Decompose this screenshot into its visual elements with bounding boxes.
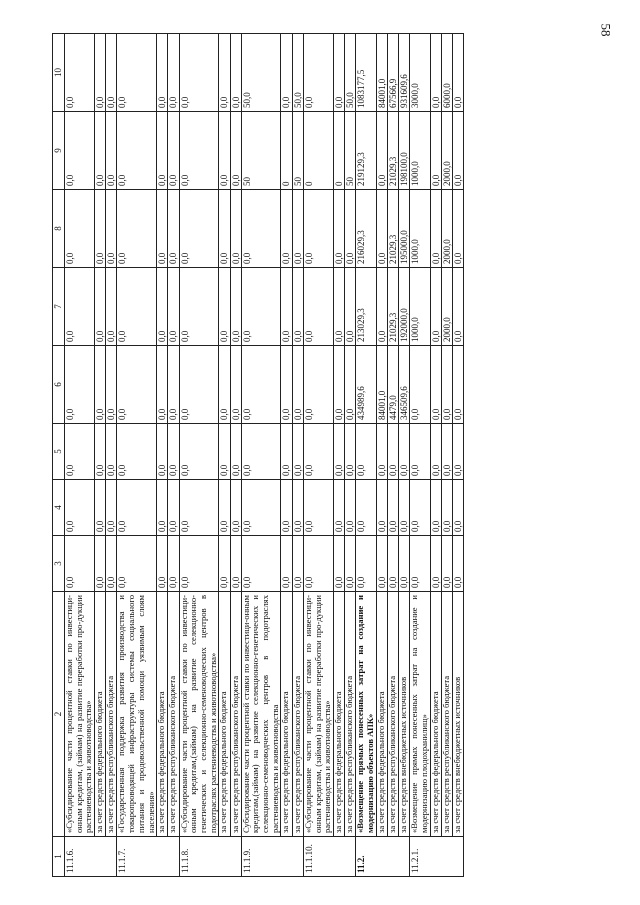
value-cell: 0,0 [65,34,95,112]
value-cell: 931609,6 [398,34,409,112]
value-cell: 0,0 [106,268,117,346]
row-title: «Государственная поддержка развития производства и товаропроводящей инфраструктуры системы социального питания и продовольственной помощи уязвимым слоям населения» [117,592,157,837]
value-cell: 0,0 [376,112,387,190]
table-subrow [157,34,168,877]
subrow-label: за счет средств внебюджетных источников [398,592,409,837]
value-cell: 0,0 [333,346,344,424]
value-cell: 84001,0 [376,34,387,112]
value-cell: 0,0 [168,34,179,112]
value-cell: 0,0 [387,424,398,480]
value-cell: 0,0 [230,190,241,268]
value-cell: 0,0 [168,424,179,480]
column-header-5: 5 [53,424,65,480]
value-cell: 0,0 [303,268,333,346]
value-cell: 6000,0 [441,34,452,112]
column-header-9: 9 [53,112,65,190]
value-cell: 0,0 [179,268,219,346]
subrow-label: за счет средств федерального бюджета [430,592,441,837]
value-cell: 0,0 [168,480,179,536]
value-cell: 0,0 [410,424,430,480]
value-cell: 0,0 [65,112,95,190]
value-cell: 0,0 [230,480,241,536]
value-cell: 192000,0 [398,268,409,346]
value-cell: 0,0 [441,424,452,480]
value-cell: 0 [281,112,292,190]
row-title: «Возмещение прямых понесенных затрат на создание и модернизацию плодохранилищ» [410,592,430,837]
value-cell: 0,0 [117,34,157,112]
column-header-10: 10 [53,34,65,112]
value-cell: 0,0 [230,536,241,592]
value-cell: 0,0 [179,424,219,480]
value-cell: 0,0 [95,480,106,536]
table-row [303,34,333,877]
value-cell: 0,0 [106,346,117,424]
header-row [53,34,65,877]
value-cell: 0,0 [241,536,281,592]
value-cell: 0,0 [376,480,387,536]
value-cell: 0,0 [168,190,179,268]
table-subrow [441,34,452,877]
value-cell: 0,0 [281,424,292,480]
value-cell: 0,0 [398,536,409,592]
value-cell: 0,0 [157,190,168,268]
value-cell: 0,0 [95,346,106,424]
value-cell: 67566,9 [387,34,398,112]
value-cell: 0,0 [410,480,430,536]
value-cell: 0,0 [292,346,303,424]
value-cell: 0,0 [157,112,168,190]
value-cell: 0,0 [179,480,219,536]
value-cell: 0,0 [117,424,157,480]
page-number: 58 [598,23,614,37]
value-cell: 0,0 [376,536,387,592]
rotated-table-container [52,34,612,877]
value-cell: 0,0 [65,190,95,268]
table-subrow [219,34,230,877]
value-cell: 0,0 [430,190,441,268]
value-cell: 21029,3 [387,112,398,190]
value-cell: 0,0 [452,424,463,480]
value-cell: 346509,6 [398,346,409,424]
subrow-label: за счет средств федерального бюджета [95,592,106,837]
value-cell: 0,0 [230,34,241,112]
value-cell: 0,0 [241,268,281,346]
value-cell: 0,0 [106,112,117,190]
value-cell: 1000,0 [410,190,430,268]
row-code: 11.1.6. [65,837,117,877]
value-cell: 0,0 [452,346,463,424]
value-cell: 0,0 [452,480,463,536]
value-cell: 0,0 [219,536,230,592]
subrow-label: за счет средств республиканского бюджета [168,592,179,837]
value-cell: 0,0 [65,536,95,592]
value-cell: 0,0 [157,536,168,592]
value-cell: 21029,3 [387,268,398,346]
value-cell: 0,0 [430,34,441,112]
value-cell: 0,0 [398,480,409,536]
value-cell: 0,0 [292,536,303,592]
row-title: «Субсидирование части процентной ставки по инвестици-онным кредитам,(займам) на развитие селекционно-генетических и селекционно-семеноводческих центров в подотраслях растениеводства и животноводства» [179,592,219,837]
value-cell: 434989,6 [356,346,376,424]
value-cell: 0,0 [117,112,157,190]
value-cell: 0,0 [356,480,376,536]
row-code: 11.1.7. [117,837,179,877]
value-cell: 0,0 [356,424,376,480]
subrow-label: за счет средств федерального бюджета [281,592,292,837]
row-code: 11.1.10. [303,837,355,877]
value-cell: 198100,0 [398,112,409,190]
value-cell: 0,0 [292,424,303,480]
value-cell: 0,0 [241,480,281,536]
row-title: «Субсидирование части процентной ставки по инвестици-онным кредитам, (займам) на развитие переработки про-дукции растениеводства и животноводства» [303,592,333,837]
row-code: 11.1.9. [241,837,303,877]
value-cell: 0,0 [441,346,452,424]
table-row [179,34,219,877]
value-cell: 0,0 [303,480,333,536]
value-cell: 2000,0 [441,190,452,268]
value-cell: 0,0 [168,536,179,592]
value-cell: 0,0 [168,112,179,190]
value-cell: 0,0 [117,480,157,536]
value-cell: 0,0 [303,34,333,112]
value-cell: 0,0 [452,112,463,190]
row-title: Субсидирование части процентной ставки по инвестици-онным кредитам,(займам) на развитие селекционно-генетических и селекционно-семеноводческих центров в подотраслях растениеводства и животноводства [241,592,281,837]
value-cell: 0,0 [281,536,292,592]
table-subrow [345,34,356,877]
value-cell: 213029,3 [356,268,376,346]
table-subrow [333,34,344,877]
value-cell: 0,0 [95,190,106,268]
table-row [117,34,157,877]
subrow-label: за счет средств федерального бюджета [157,592,168,837]
value-cell: 0,0 [430,536,441,592]
value-cell: 0,0 [241,346,281,424]
value-cell: 0,0 [356,536,376,592]
value-cell: 0,0 [281,346,292,424]
row-title: «Субсидирование части процентной ставки по инвестици-онным кредитам, (займам) на развитие переработки про-дукции растениеводства и животноводства» [65,592,95,837]
value-cell: 0,0 [179,536,219,592]
value-cell: 0,0 [95,424,106,480]
value-cell: 0,0 [95,34,106,112]
value-cell: 50 [292,112,303,190]
value-cell: 0,0 [179,34,219,112]
value-cell: 0,0 [345,268,356,346]
value-cell: 0,0 [333,424,344,480]
value-cell: 0,0 [292,480,303,536]
subrow-label: за счет средств федерального бюджета [333,592,344,837]
value-cell: 0,0 [219,34,230,112]
value-cell: 0,0 [106,536,117,592]
value-cell: 0,0 [117,268,157,346]
value-cell: 0,0 [65,268,95,346]
value-cell: 0,0 [106,480,117,536]
value-cell: 0,0 [157,480,168,536]
value-cell: 0,0 [376,190,387,268]
table-row [241,34,281,877]
table-subrow [281,34,292,877]
value-cell: 0 [303,112,333,190]
value-cell: 0,0 [219,480,230,536]
value-cell: 0,0 [65,346,95,424]
value-cell: 0,0 [106,190,117,268]
value-cell: 0,0 [95,268,106,346]
value-cell: 0,0 [281,480,292,536]
value-cell: 0,0 [230,268,241,346]
value-cell: 0,0 [219,346,230,424]
subrow-label: за счет средств республиканского бюджета [387,592,398,837]
value-cell: 0,0 [430,346,441,424]
table-row [65,34,95,877]
value-cell: 0,0 [219,190,230,268]
value-cell: 1000,0 [410,112,430,190]
table-subrow [398,34,409,877]
value-cell: 0,0 [65,424,95,480]
value-cell: 0,0 [441,536,452,592]
value-cell: 0,0 [230,346,241,424]
table-subrow [168,34,179,877]
table-subrow [430,34,441,877]
subrow-label: за счет средств федерального бюджета [376,592,387,837]
value-cell: 0,0 [430,268,441,346]
value-cell: 21029,3 [387,190,398,268]
value-cell: 0,0 [106,424,117,480]
value-cell: 0,0 [387,536,398,592]
value-cell: 0,0 [410,346,430,424]
value-cell: 0,0 [106,34,117,112]
value-cell: 0,0 [179,346,219,424]
table-row [410,34,430,877]
value-cell: 0,0 [168,268,179,346]
value-cell: 0,0 [303,346,333,424]
value-cell: 0,0 [430,480,441,536]
value-cell: 0,0 [345,536,356,592]
value-cell: 0,0 [157,268,168,346]
value-cell: 0,0 [398,424,409,480]
value-cell: 0,0 [179,190,219,268]
value-cell: 0,0 [95,112,106,190]
value-cell: 0,0 [441,480,452,536]
value-cell: 50 [241,112,281,190]
value-cell: 219129,3 [356,112,376,190]
value-cell: 50,0 [292,34,303,112]
value-cell: 0,0 [345,346,356,424]
value-cell: 0,0 [333,268,344,346]
value-cell: 0,0 [157,424,168,480]
value-cell: 0,0 [376,424,387,480]
value-cell: 0,0 [345,190,356,268]
subrow-label: за счет средств республиканского бюджета [292,592,303,837]
value-cell: 0,0 [117,190,157,268]
value-cell: 0,0 [168,346,179,424]
column-header-6: 6 [53,346,65,424]
value-cell: 0,0 [333,190,344,268]
table-subrow [387,34,398,877]
value-cell: 0,0 [219,268,230,346]
subrow-label: за счет средств республиканского бюджета [345,592,356,837]
table-subrow [292,34,303,877]
column-header-1: 1 [53,837,65,877]
row-code: 11.2.1. [410,837,464,877]
value-cell: 0,0 [281,268,292,346]
value-cell: 0,0 [157,34,168,112]
value-cell: 0,0 [452,190,463,268]
value-cell: 0,0 [219,112,230,190]
value-cell: 84001,0 [376,346,387,424]
value-cell: 0,0 [117,346,157,424]
value-cell: 50 [345,112,356,190]
value-cell: 0,0 [410,536,430,592]
value-cell: 0,0 [345,480,356,536]
value-cell: 1000,0 [410,268,430,346]
column-header-7: 7 [53,268,65,346]
value-cell: 0,0 [430,112,441,190]
value-cell: 2000,0 [441,112,452,190]
column-header-8: 8 [53,190,65,268]
value-cell: 0,0 [376,268,387,346]
subrow-label: за счет средств республиканского бюджета [441,592,452,837]
value-cell: 0,0 [219,424,230,480]
value-cell: 0,0 [179,112,219,190]
value-cell: 0,0 [452,536,463,592]
value-cell: 0,0 [452,34,463,112]
value-cell: 0,0 [117,536,157,592]
value-cell: 0 [333,112,344,190]
value-cell: 50,0 [345,34,356,112]
value-cell: 0,0 [345,424,356,480]
value-cell: 0,0 [230,112,241,190]
table-subrow [452,34,463,877]
value-cell: 0,0 [95,536,106,592]
subrow-label: за счет средств республиканского бюджета [106,592,117,837]
value-cell: 0,0 [303,536,333,592]
value-cell: 0,0 [241,190,281,268]
value-cell: 0,0 [241,424,281,480]
value-cell: 0,0 [303,424,333,480]
table-subrow [95,34,106,877]
row-title: «Возмещение прямых понесенных затрат на создание и модернизацию объектов АПК» [356,592,376,837]
table-row [356,34,376,877]
value-cell: 0,0 [230,424,241,480]
value-cell: 0,0 [65,480,95,536]
value-cell: 0,0 [292,190,303,268]
value-cell: 0,0 [281,190,292,268]
value-cell: 0,0 [452,268,463,346]
value-cell: 195000,0 [398,190,409,268]
value-cell: 0,0 [333,480,344,536]
budget-table [52,33,464,877]
value-cell: 0,0 [430,424,441,480]
value-cell: 0,0 [281,34,292,112]
value-cell: 0,0 [333,34,344,112]
value-cell: 0,0 [157,346,168,424]
value-cell: 3000,0 [410,34,430,112]
value-cell: 4479,0 [387,346,398,424]
subrow-label: за счет средств внебюджетных источников [452,592,463,837]
subrow-label: за счет средств федерального бюджета [219,592,230,837]
value-cell: 216029,3 [356,190,376,268]
row-code: 11.1.8. [179,837,241,877]
column-header-3: 3 [53,536,65,592]
value-cell: 2000,0 [441,268,452,346]
value-cell: 0,0 [292,268,303,346]
value-cell: 0,0 [303,190,333,268]
table-subrow [106,34,117,877]
subrow-label: за счет средств республиканского бюджета [230,592,241,837]
row-code: 11.2. [356,837,410,877]
column-header-2: 2 [53,592,65,837]
value-cell: 0,0 [387,480,398,536]
table-subrow [230,34,241,877]
value-cell: 1083177,5 [356,34,376,112]
value-cell: 50,0 [241,34,281,112]
column-header-4: 4 [53,480,65,536]
table-subrow [376,34,387,877]
value-cell: 0,0 [333,536,344,592]
